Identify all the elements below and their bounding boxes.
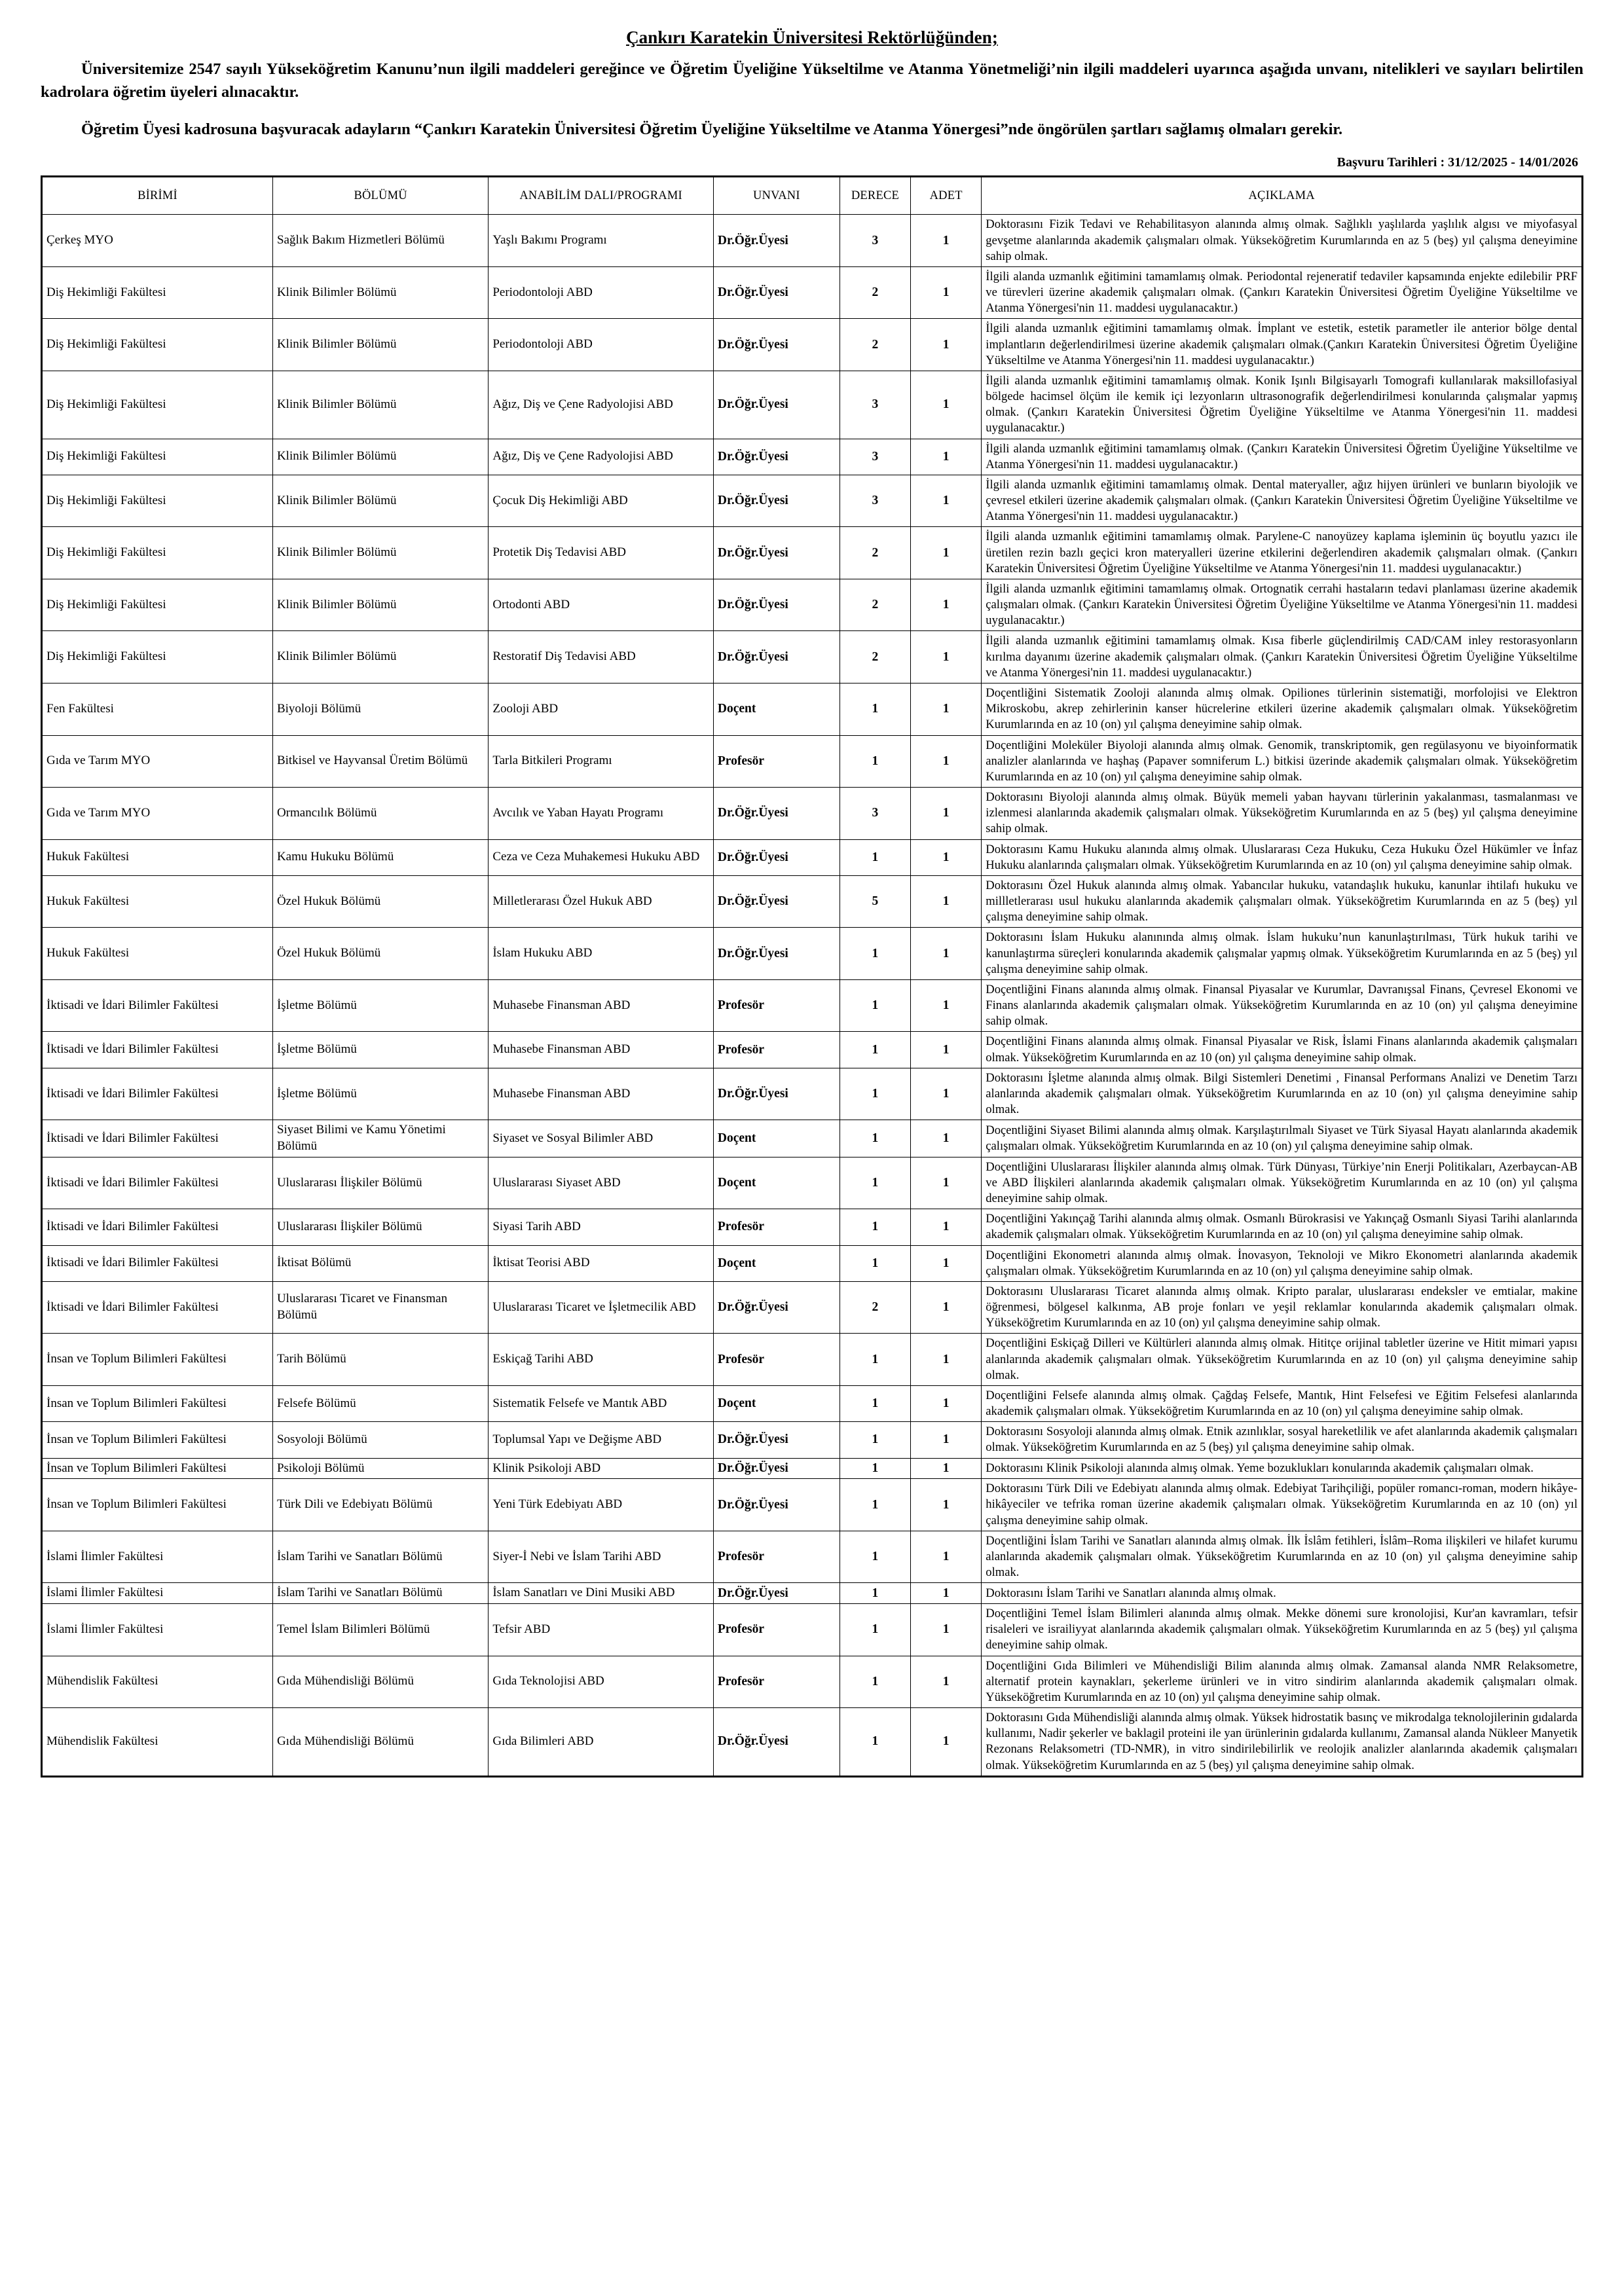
cell-adet: 1	[911, 979, 982, 1032]
column-header-bolumu: BÖLÜMÜ	[272, 177, 488, 215]
table-row	[42, 683, 1583, 735]
cell-birimi: Diş Hekimliği Fakültesi	[42, 579, 273, 631]
cell-adet: 1	[911, 1422, 982, 1458]
cell-bolumu: Klinik Bilimler Bölümü	[272, 439, 488, 475]
cell-anabilim-dali: İslam Sanatları ve Dini Musiki ABD	[489, 1583, 714, 1604]
cell-unvani: Dr.Öğr.Üyesi	[713, 475, 840, 527]
cell-adet: 1	[911, 1708, 982, 1777]
cell-anabilim-dali: İslam Hukuku ABD	[489, 928, 714, 980]
cell-unvani: Dr.Öğr.Üyesi	[713, 215, 840, 267]
table-row	[42, 475, 1583, 527]
cell-unvani: Dr.Öğr.Üyesi	[713, 839, 840, 875]
cell-bolumu: Özel Hukuk Bölümü	[272, 875, 488, 928]
cell-anabilim-dali: Muhasebe Finansman ABD	[489, 1068, 714, 1120]
cell-birimi: Gıda ve Tarım MYO	[42, 788, 273, 840]
table-row	[42, 979, 1583, 1032]
cell-birimi: İktisadi ve İdari Bilimler Fakültesi	[42, 1209, 273, 1245]
cell-aciklama: İlgili alanda uzmanlık eğitimini tamamlamış olmak. Kısa fiberle güçlendirilmiş CAD/CAM inley restorasyonların kırılma dayanımı üzerine akademik çalışmaları olmak. (Çankırı Karatekin Üniversitesi Öğretim Üyeliğine Yükseltilme ve Atanma Yönergesi'nin 11. maddesi uygulanacaktır.)	[982, 631, 1583, 683]
cell-derece: 1	[840, 1120, 910, 1157]
cell-derece: 1	[840, 979, 910, 1032]
cell-aciklama: Doktorasını İslam Hukuku alanınında almış olmak. İslam hukuku’nun kanunlaştırılması, Türk hukuk tarihi ve kanunlaştırma süreçleri konularında akademik çalışmalar yapmış olmak. Yükseköğretim Kurumlarında en az 5 (beş) yıl çalışma deneyimine sahip olmak.	[982, 928, 1583, 980]
cell-anabilim-dali: Tarla Bitkileri Programı	[489, 735, 714, 788]
cell-unvani: Doçent	[713, 1245, 840, 1281]
cell-anabilim-dali: Toplumsal Yapı ve Değişme ABD	[489, 1422, 714, 1458]
cell-birimi: Diş Hekimliği Fakültesi	[42, 371, 273, 439]
cell-aciklama: Doktorasını İşletme alanında almış olmak. Bilgi Sistemleri Denetimi , Finansal Performans Analizi ve Denetim Tarzı alanlarında akademik çalışmaları olmak. Yükseköğretim Kurumlarında en az 10 (on) yıl çalışma deneyimine sahip olmak.	[982, 1068, 1583, 1120]
cell-derece: 1	[840, 1068, 910, 1120]
cell-unvani: Dr.Öğr.Üyesi	[713, 1068, 840, 1120]
cell-anabilim-dali: Siyaset ve Sosyal Bilimler ABD	[489, 1120, 714, 1157]
cell-aciklama: Doçentliğini İslam Tarihi ve Sanatları alanında almış olmak. İlk İslâm fetihleri, İslâm–Roma ilişkileri ve hilafet kurumu alanlarında akademik çalışmaları olmak. Yükseköğretim Kurumlarında en az 10 (on) yıl çalışma deneyimine sahip olmak.	[982, 1531, 1583, 1583]
cell-derece: 1	[840, 1708, 910, 1777]
cell-aciklama: Doktorasını Fizik Tedavi ve Rehabilitasyon alanında almış olmak. Sağlıklı yaşlılarda yaşlılık algısı ve miyofasyal gevşetme alanlarında akademik çalışmaları olmak. Yükseköğretim Kurumlarında en az 5 (beş) yıl çalışma deneyimine sahip olmak.	[982, 215, 1583, 267]
cell-aciklama: Doçentliğini Sistematik Zooloji alanında almış olmak. Opiliones türlerinin sistematiği, morfolojisi ve Elektron Mikroskobu, akrep zehirlerinin kanser hücrelerine etkileri üzerine akademik çalışmaları olmak. Yükseköğretim Kurumlarında en az 10 (on) yıl çalışma deneyimine sahip olmak.	[982, 683, 1583, 735]
cell-adet: 1	[911, 1603, 982, 1656]
cell-anabilim-dali: Siyer-İ Nebi ve İslam Tarihi ABD	[489, 1531, 714, 1583]
cell-bolumu: Klinik Bilimler Bölümü	[272, 527, 488, 579]
cell-derece: 2	[840, 527, 910, 579]
cell-aciklama: İlgili alanda uzmanlık eğitimini tamamlamış olmak. (Çankırı Karatekin Üniversitesi Öğretim Üyeliğine Yükseltilme ve Atanma Yönergesi'nin 11. maddesi uygulanacaktır.)	[982, 439, 1583, 475]
cell-unvani: Dr.Öğr.Üyesi	[713, 875, 840, 928]
table-row	[42, 1656, 1583, 1708]
cell-birimi: İktisadi ve İdari Bilimler Fakültesi	[42, 1120, 273, 1157]
cell-birimi: İslami İlimler Fakültesi	[42, 1603, 273, 1656]
cell-birimi: Diş Hekimliği Fakültesi	[42, 439, 273, 475]
cell-derece: 1	[840, 1422, 910, 1458]
cell-adet: 1	[911, 1157, 982, 1209]
cell-derece: 1	[840, 1479, 910, 1531]
intro-paragraph-2: Öğretim Üyesi kadrosuna başvuracak adayların “Çankırı Karatekin Üniversitesi Öğretim Üyeliğine Yükseltilme ve Atanma Yönergesi”nde öngörülen şartları sağlamış olmaları gerekir.	[81, 120, 1343, 138]
cell-aciklama: Doçentliğini Ekonometri alanında almış olmak. İnovasyon, Teknoloji ve Mikro Ekonometri alanlarında akademik çalışmaları olmak. Yükseköğretim Kurumlarında en az 10 (on) yıl çalışma deneyimine sahip olmak.	[982, 1245, 1583, 1281]
cell-derece: 1	[840, 1157, 910, 1209]
cell-bolumu: Türk Dili ve Edebiyatı Bölümü	[272, 1479, 488, 1531]
table-row	[42, 1068, 1583, 1120]
cell-derece: 3	[840, 215, 910, 267]
cell-bolumu: Klinik Bilimler Bölümü	[272, 631, 488, 683]
cell-aciklama: Doçentliğini Temel İslam Bilimleri alanında almış olmak. Mekke dönemi sure kronolojisi, Kur'an kavramları, tefsir risaleleri ve israiliyyat alanlarında akademik çalışmaları olmak. Yükseköğretim Kurumlarında en az 5 (beş) yıl çalışma deneyimine sahip olmak.	[982, 1603, 1583, 1656]
cell-adet: 1	[911, 683, 982, 735]
cell-adet: 1	[911, 788, 982, 840]
cell-adet: 1	[911, 1656, 982, 1708]
cell-birimi: Mühendislik Fakültesi	[42, 1708, 273, 1777]
cell-adet: 1	[911, 1479, 982, 1531]
cell-birimi: Gıda ve Tarım MYO	[42, 735, 273, 788]
table-row	[42, 631, 1583, 683]
cell-bolumu: Sosyoloji Bölümü	[272, 1422, 488, 1458]
cell-aciklama: İlgili alanda uzmanlık eğitimini tamamlamış olmak. İmplant ve estetik, estetik parametler ile anterior bölge dental implantların değerlendirilmesi üzerine akademik çalışmaları olmak.(Çankırı Karatekin Üniversitesi Öğretim Üyeliğine Yükseltilme ve Atanma Yönergesi'nin 11. maddesi uygulanacaktır.)	[982, 319, 1583, 371]
table-row	[42, 1245, 1583, 1281]
cell-unvani: Dr.Öğr.Üyesi	[713, 1708, 840, 1777]
cell-aciklama: Doçentliğini Moleküler Biyoloji alanında almış olmak. Genomik, transkriptomik, gen regülasyonu ve biyoinformatik analizler alanlarında ve haşhaş (Papaver somniferum L.) bitkisi üzerinde akademik çalışmaları olmak. Yükseköğretim Kurumlarında en az 10 (on) yıl çalışma deneyimine sahip olmak.	[982, 735, 1583, 788]
cell-derece: 1	[840, 1032, 910, 1068]
column-header-derece: DERECE	[840, 177, 910, 215]
cell-anabilim-dali: Ağız, Diş ve Çene Radyolojisi ABD	[489, 371, 714, 439]
cell-unvani: Dr.Öğr.Üyesi	[713, 579, 840, 631]
cell-birimi: Mühendislik Fakültesi	[42, 1656, 273, 1708]
cell-unvani: Dr.Öğr.Üyesi	[713, 1422, 840, 1458]
cell-anabilim-dali: Muhasebe Finansman ABD	[489, 1032, 714, 1068]
cell-aciklama: Doçentliğini Felsefe alanında almış olmak. Çağdaş Felsefe, Mantık, Hint Felsefesi ve Eğitim Felsefesi alanlarında akademik çalışmaları olmak. Yükseköğretim Kurumlarında en az 10 (on) yıl çalışma deneyimine sahip olmak.	[982, 1385, 1583, 1421]
table-header-row	[42, 177, 1583, 215]
cell-anabilim-dali: Tefsir ABD	[489, 1603, 714, 1656]
cell-anabilim-dali: Ağız, Diş ve Çene Radyolojisi ABD	[489, 439, 714, 475]
cell-adet: 1	[911, 839, 982, 875]
cell-birimi: Hukuk Fakültesi	[42, 875, 273, 928]
column-header-birimi: BİRİMİ	[42, 177, 273, 215]
cell-birimi: Diş Hekimliği Fakültesi	[42, 527, 273, 579]
cell-unvani: Profesör	[713, 979, 840, 1032]
table-row	[42, 319, 1583, 371]
cell-adet: 1	[911, 1583, 982, 1604]
cell-birimi: İslami İlimler Fakültesi	[42, 1583, 273, 1604]
table-row	[42, 875, 1583, 928]
cell-aciklama: Doktorasını Türk Dili ve Edebiyatı alanında almış olmak. Edebiyat Tarihçiliği, popüler romancı-roman, modern hikâye-hikâyeciler ve tefrika roman üzerine akademik çalışmaları olmak. Yükseköğretim Kurumlarında en az 10 (on) yıl çalışma deneyimine sahip olmak.	[982, 1479, 1583, 1531]
cell-derece: 1	[840, 928, 910, 980]
cell-bolumu: Biyoloji Bölümü	[272, 683, 488, 735]
cell-bolumu: İslam Tarihi ve Sanatları Bölümü	[272, 1531, 488, 1583]
cell-unvani: Doçent	[713, 683, 840, 735]
cell-unvani: Doçent	[713, 1157, 840, 1209]
cell-bolumu: Siyaset Bilimi ve Kamu Yönetimi Bölümü	[272, 1120, 488, 1157]
cell-adet: 1	[911, 631, 982, 683]
cell-aciklama: Doktorasını Biyoloji alanında almış olmak. Büyük memeli yaban hayvanı türlerinin yakalanması, tasmalanması ve izlenmesi alanlarında akademik çalışmaları olmak. Yükseköğretim Kurumlarında en az 5 (beş) yıl çalışma deneyimine sahip olmak.	[982, 788, 1583, 840]
cell-birimi: İnsan ve Toplum Bilimleri Fakültesi	[42, 1422, 273, 1458]
cell-birimi: İslami İlimler Fakültesi	[42, 1531, 273, 1583]
table-row	[42, 1479, 1583, 1531]
cell-bolumu: Sağlık Bakım Hizmetleri Bölümü	[272, 215, 488, 267]
cell-adet: 1	[911, 266, 982, 319]
cell-adet: 1	[911, 1458, 982, 1479]
cell-birimi: Diş Hekimliği Fakültesi	[42, 319, 273, 371]
cell-unvani: Profesör	[713, 1531, 840, 1583]
cell-bolumu: İşletme Bölümü	[272, 1068, 488, 1120]
cell-aciklama: Doçentliğini Gıda Bilimleri ve Mühendisliği Bilim alanında almış olmak. Zamansal alanda NMR Relaksometre, alternatif protein kaynakları, şekerleme ürünleri ve in vitro sindirim alanlarında akademik çalışmaları olmak. Yükseköğretim Kurumlarında en az 10 (on) yıl çalışma deneyimine sahip olmak.	[982, 1656, 1583, 1708]
cell-unvani: Dr.Öğr.Üyesi	[713, 319, 840, 371]
cell-birimi: İnsan ve Toplum Bilimleri Fakültesi	[42, 1479, 273, 1531]
cell-anabilim-dali: Milletlerarası Özel Hukuk ABD	[489, 875, 714, 928]
cell-bolumu: Klinik Bilimler Bölümü	[272, 475, 488, 527]
cell-anabilim-dali: Restoratif Diş Tedavisi ABD	[489, 631, 714, 683]
cell-adet: 1	[911, 319, 982, 371]
cell-anabilim-dali: Muhasebe Finansman ABD	[489, 979, 714, 1032]
table-row	[42, 1603, 1583, 1656]
cell-bolumu: Özel Hukuk Bölümü	[272, 928, 488, 980]
cell-unvani: Dr.Öğr.Üyesi	[713, 788, 840, 840]
column-header-anabilim-dali: ANABİLİM DALI/PROGRAMI	[489, 177, 714, 215]
positions-table	[41, 175, 1583, 1777]
cell-birimi: Diş Hekimliği Fakültesi	[42, 475, 273, 527]
cell-anabilim-dali: Yeni Türk Edebiyatı ABD	[489, 1479, 714, 1531]
cell-aciklama: Doçentliğini Yakınçağ Tarihi alanında almış olmak. Osmanlı Bürokrasisi ve Yakınçağ Osmanlı Siyasi Tarihi alanlarında akademik çalışmaları olmak. Yükseköğretim Kurumlarında en az 10 (on) yıl çalışma deneyimine sahip olmak.	[982, 1209, 1583, 1245]
cell-aciklama: Doktorasını Uluslararası Ticaret alanında almış olmak. Kripto paralar, uluslararası endeksler ve emtialar, makine öğrenmesi, bölgesel kalkınma, AB proje fonları ve yeşil reklamlar konularında akademik çalışmaları olmak. Yükseköğretim Kurumlarında en az 10 (on) yıl çalışma deneyimine sahip olmak.	[982, 1281, 1583, 1334]
cell-birimi: Diş Hekimliği Fakültesi	[42, 631, 273, 683]
cell-derece: 2	[840, 319, 910, 371]
column-header-unvani: UNVANI	[713, 177, 840, 215]
cell-derece: 1	[840, 1531, 910, 1583]
cell-adet: 1	[911, 875, 982, 928]
cell-birimi: İktisadi ve İdari Bilimler Fakültesi	[42, 1245, 273, 1281]
column-header-adet: ADET	[911, 177, 982, 215]
cell-aciklama: İlgili alanda uzmanlık eğitimini tamamlamış olmak. Parylene-C nanoyüzey kaplama işleminin üç boyutlu yazıcı ile üretilen rezin bazlı geçici kron materyalleri üzerine etkilerini değerlendiren akademik çalışmaları olmak. (Çankırı Karatekin Üniversitesi Öğretim Üyeliğine Yükseltilme ve Atanma Yönergesi'nin 11. maddesi uygulanacaktır.)	[982, 527, 1583, 579]
cell-unvani: Doçent	[713, 1120, 840, 1157]
cell-unvani: Dr.Öğr.Üyesi	[713, 439, 840, 475]
cell-derece: 3	[840, 371, 910, 439]
cell-derece: 1	[840, 839, 910, 875]
table-row	[42, 527, 1583, 579]
cell-unvani: Dr.Öğr.Üyesi	[713, 527, 840, 579]
intro-paragraph-1: Üniversitemize 2547 sayılı Yükseköğretim Kanunu’nun ilgili maddeleri gereğince ve Öğretim Üyeliğine Yükseltilme ve Atanma Yönetmeliği’nin ilgili maddeleri uyarınca aşağıda unvanı, nitelikleri ve sayıları belirtilen kadrolara öğretim üyeleri alınacaktır.	[41, 60, 1583, 101]
cell-bolumu: Klinik Bilimler Bölümü	[272, 266, 488, 319]
cell-birimi: İnsan ve Toplum Bilimleri Fakültesi	[42, 1385, 273, 1421]
cell-unvani: Dr.Öğr.Üyesi	[713, 928, 840, 980]
table-row	[42, 1422, 1583, 1458]
cell-derece: 3	[840, 475, 910, 527]
cell-derece: 1	[840, 1656, 910, 1708]
table-row	[42, 1458, 1583, 1479]
table-row	[42, 1334, 1583, 1386]
cell-anabilim-dali: İktisat Teorisi ABD	[489, 1245, 714, 1281]
cell-bolumu: Uluslararası İlişkiler Bölümü	[272, 1209, 488, 1245]
cell-adet: 1	[911, 735, 982, 788]
cell-adet: 1	[911, 1531, 982, 1583]
cell-aciklama: İlgili alanda uzmanlık eğitimini tamamlamış olmak. Ortognatik cerrahi hastaların tedavi planlaması üzerine akademik çalışmaları olmak. (Çankırı Karatekin Üniversitesi Öğretim Üyeliğine Yükseltilme ve Atanma Yönergesi'nin 11. maddesi uygulanacaktır.)	[982, 579, 1583, 631]
cell-derece: 1	[840, 1334, 910, 1386]
cell-aciklama: İlgili alanda uzmanlık eğitimini tamamlamış olmak. Konik Işınlı Bilgisayarlı Tomografi kullanılarak maksillofasiyal bölgede hacimsel ölçüm ile kemik içi lezyonların ultrasonografik değerlendirilmesi konularında çalışmalar yapmış olmak. (Çankırı Karatekin Üniversitesi Öğretim Üyeliğine Yükseltilme ve Atanma Yönergesi'nin 11. maddesi uygulanacaktır.)	[982, 371, 1583, 439]
cell-derece: 5	[840, 875, 910, 928]
cell-adet: 1	[911, 1032, 982, 1068]
cell-unvani: Profesör	[713, 1209, 840, 1245]
cell-birimi: Hukuk Fakültesi	[42, 839, 273, 875]
cell-unvani: Doçent	[713, 1385, 840, 1421]
table-row	[42, 1032, 1583, 1068]
cell-anabilim-dali: Klinik Psikoloji ABD	[489, 1458, 714, 1479]
cell-derece: 1	[840, 1603, 910, 1656]
cell-derece: 1	[840, 1458, 910, 1479]
cell-bolumu: Temel İslam Bilimleri Bölümü	[272, 1603, 488, 1656]
table-body	[42, 215, 1583, 1776]
cell-anabilim-dali: Gıda Teknolojisi ABD	[489, 1656, 714, 1708]
cell-bolumu: İslam Tarihi ve Sanatları Bölümü	[272, 1583, 488, 1604]
cell-derece: 3	[840, 788, 910, 840]
cell-adet: 1	[911, 475, 982, 527]
cell-anabilim-dali: Protetik Diş Tedavisi ABD	[489, 527, 714, 579]
cell-aciklama: Doçentliğini Siyaset Bilimi alanında almış olmak. Karşılaştırılmalı Siyaset ve Türk Siyasal Hayatı alanlarında akademik çalışmaları olmak. Yükseköğretim Kurumlarında en az 10 (on) yıl çalışma deneyimine sahip olmak.	[982, 1120, 1583, 1157]
cell-aciklama: İlgili alanda uzmanlık eğitimini tamamlamış olmak. Periodontal rejeneratif tedaviler kapsamında enjekte edilebilir PRF ve türevleri üzerine akademik çalışmaları olmak. (Çankırı Karatekin Üniversitesi Öğretim Üyeliğine Yükseltilme ve Atanma Yönergesi'nin 11. maddesi uygulanacaktır.)	[982, 266, 1583, 319]
cell-derece: 1	[840, 1385, 910, 1421]
cell-derece: 2	[840, 1281, 910, 1334]
cell-bolumu: Felsefe Bölümü	[272, 1385, 488, 1421]
cell-anabilim-dali: Periodontoloji ABD	[489, 266, 714, 319]
table-row	[42, 371, 1583, 439]
cell-unvani: Profesör	[713, 1656, 840, 1708]
table-row	[42, 215, 1583, 267]
cell-unvani: Dr.Öğr.Üyesi	[713, 266, 840, 319]
cell-derece: 1	[840, 1245, 910, 1281]
cell-birimi: İktisadi ve İdari Bilimler Fakültesi	[42, 1032, 273, 1068]
table-row	[42, 839, 1583, 875]
cell-derece: 1	[840, 1583, 910, 1604]
table-row	[42, 1531, 1583, 1583]
table-header	[42, 177, 1583, 215]
cell-anabilim-dali: Çocuk Diş Hekimliği ABD	[489, 475, 714, 527]
cell-adet: 1	[911, 527, 982, 579]
cell-adet: 1	[911, 1281, 982, 1334]
table-row	[42, 1120, 1583, 1157]
table-row	[42, 579, 1583, 631]
cell-bolumu: Ormancılık Bölümü	[272, 788, 488, 840]
table-row	[42, 1209, 1583, 1245]
table-row	[42, 735, 1583, 788]
cell-adet: 1	[911, 1120, 982, 1157]
cell-anabilim-dali: Avcılık ve Yaban Hayatı Programı	[489, 788, 714, 840]
cell-birimi: Fen Fakültesi	[42, 683, 273, 735]
cell-birimi: İnsan ve Toplum Bilimleri Fakültesi	[42, 1334, 273, 1386]
cell-adet: 1	[911, 1209, 982, 1245]
cell-bolumu: Bitkisel ve Hayvansal Üretim Bölümü	[272, 735, 488, 788]
cell-unvani: Dr.Öğr.Üyesi	[713, 1583, 840, 1604]
cell-birimi: İktisadi ve İdari Bilimler Fakültesi	[42, 1157, 273, 1209]
cell-unvani: Dr.Öğr.Üyesi	[713, 1458, 840, 1479]
page-title: Çankırı Karatekin Üniversitesi Rektörlüğünden;	[626, 27, 998, 47]
cell-derece: 2	[840, 579, 910, 631]
application-dates: Başvuru Tarihleri : 31/12/2025 - 14/01/2026	[1337, 155, 1578, 170]
cell-adet: 1	[911, 1334, 982, 1386]
table-row	[42, 1385, 1583, 1421]
cell-anabilim-dali: Periodontoloji ABD	[489, 319, 714, 371]
cell-anabilim-dali: Uluslararası Siyaset ABD	[489, 1157, 714, 1209]
cell-anabilim-dali: Eskiçağ Tarihi ABD	[489, 1334, 714, 1386]
cell-anabilim-dali: Gıda Bilimleri ABD	[489, 1708, 714, 1777]
cell-aciklama: Doçentliğini Finans alanında almış olmak. Finansal Piyasalar ve Risk, İslami Finans alanlarında akademik çalışmaları olmak. Yükseköğretim Kurumlarında en az 10 (on) yıl çalışma deneyimine sahip olmak.	[982, 1032, 1583, 1068]
cell-aciklama: İlgili alanda uzmanlık eğitimini tamamlamış olmak. Dental materyaller, ağız hijyen ürünleri ve bunların biyolojik ve çevresel etkileri üzerine akademik çalışmaları olmak. (Çankırı Karatekin Üniversitesi Öğretim Üyeliğine Yükseltilme ve Atanma Yönergesi'nin 11. maddesi uygulanacaktır.)	[982, 475, 1583, 527]
cell-derece: 2	[840, 266, 910, 319]
table-row	[42, 788, 1583, 840]
cell-anabilim-dali: Uluslararası Ticaret ve İşletmecilik ABD	[489, 1281, 714, 1334]
cell-adet: 1	[911, 928, 982, 980]
cell-birimi: İktisadi ve İdari Bilimler Fakültesi	[42, 979, 273, 1032]
cell-aciklama: Doktorasını Kamu Hukuku alanında almış olmak. Uluslararası Ceza Hukuku, Ceza Hukuku Özel Hükümler ve İnfaz Hukuku alanlarında çalışmaları olmak. Yükseköğretim Kurumlarında en az 10 (on) yıl çalışma deneyimine sahip olmak.	[982, 839, 1583, 875]
cell-bolumu: Klinik Bilimler Bölümü	[272, 371, 488, 439]
cell-bolumu: Tarih Bölümü	[272, 1334, 488, 1386]
table-row	[42, 1583, 1583, 1604]
cell-derece: 3	[840, 439, 910, 475]
cell-birimi: İktisadi ve İdari Bilimler Fakültesi	[42, 1068, 273, 1120]
cell-aciklama: Doktorasını İslam Tarihi ve Sanatları alanında almış olmak.	[982, 1583, 1583, 1604]
cell-anabilim-dali: Ceza ve Ceza Muhakemesi Hukuku ABD	[489, 839, 714, 875]
cell-aciklama: Doktorasını Sosyoloji alanında almış olmak. Etnik azınlıklar, sosyal hareketlilik ve afet alanlarında akademik çalışmaları olmak. Yükseköğretim Kurumlarında en az 5 (beş) yıl çalışma deneyimine sahip olmak.	[982, 1422, 1583, 1458]
table-row	[42, 1157, 1583, 1209]
cell-birimi: İnsan ve Toplum Bilimleri Fakültesi	[42, 1458, 273, 1479]
cell-bolumu: Psikoloji Bölümü	[272, 1458, 488, 1479]
cell-derece: 1	[840, 683, 910, 735]
cell-derece: 2	[840, 631, 910, 683]
cell-adet: 1	[911, 1385, 982, 1421]
cell-bolumu: Klinik Bilimler Bölümü	[272, 579, 488, 631]
cell-birimi: Diş Hekimliği Fakültesi	[42, 266, 273, 319]
cell-bolumu: Klinik Bilimler Bölümü	[272, 319, 488, 371]
cell-birimi: Çerkeş MYO	[42, 215, 273, 267]
cell-bolumu: İktisat Bölümü	[272, 1245, 488, 1281]
cell-derece: 1	[840, 735, 910, 788]
cell-aciklama: Doktorasını Özel Hukuk alanında almış olmak. Yabancılar hukuku, vatandaşlık hukuku, kanunlar ihtilafı hukuku ve millletlerarası usul hukuku alanlarında akademik çalışmaları olmak. Yükseköğretim Kurumlarında en az 5 (beş) yıl çalışma deneyimine sahip olmak.	[982, 875, 1583, 928]
cell-aciklama: Doktorasını Gıda Mühendisliği alanında almış olmak. Yüksek hidrostatik basınç ve mikrodalga teknolojilerinin gıdalarda kullanımı, Nadir şekerler ve baklagil proteini ile yan ürünlerinin gıdalarda kullanımı, Zamansal alanda Nükleer Manyetik Rezonans Relaksometri (TD-NMR), in vitro sindirilebilirlik ve reolojik analizler alanlarında akademik çalışmaları olmak. Yükseköğretim Kurumlarında en az 5 (beş) yıl çalışma deneyimine sahip olmak.	[982, 1708, 1583, 1777]
table-row	[42, 928, 1583, 980]
cell-unvani: Profesör	[713, 1334, 840, 1386]
cell-unvani: Profesör	[713, 1603, 840, 1656]
cell-aciklama: Doçentliğini Eskiçağ Dilleri ve Kültürleri alanında almış olmak. Hititçe orijinal tabletler üzerine ve Hitit mimari yapısı alanlarında akademik çalışmaları olmak. Yükseköğretim Kurumlarında en az 10 (on) yıl çalışma deneyimine sahip olmak.	[982, 1334, 1583, 1386]
cell-unvani: Profesör	[713, 735, 840, 788]
cell-adet: 1	[911, 439, 982, 475]
cell-bolumu: Uluslararası Ticaret ve Finansman Bölümü	[272, 1281, 488, 1334]
cell-adet: 1	[911, 215, 982, 267]
table-row	[42, 1708, 1583, 1777]
cell-anabilim-dali: Zooloji ABD	[489, 683, 714, 735]
cell-unvani: Dr.Öğr.Üyesi	[713, 631, 840, 683]
table-row	[42, 266, 1583, 319]
cell-unvani: Dr.Öğr.Üyesi	[713, 1281, 840, 1334]
cell-bolumu: Uluslararası İlişkiler Bölümü	[272, 1157, 488, 1209]
cell-bolumu: Gıda Mühendisliği Bölümü	[272, 1656, 488, 1708]
cell-anabilim-dali: Siyasi Tarih ABD	[489, 1209, 714, 1245]
cell-adet: 1	[911, 371, 982, 439]
cell-birimi: İktisadi ve İdari Bilimler Fakültesi	[42, 1281, 273, 1334]
table-row	[42, 439, 1583, 475]
cell-adet: 1	[911, 1245, 982, 1281]
cell-bolumu: Kamu Hukuku Bölümü	[272, 839, 488, 875]
cell-aciklama: Doçentliğini Finans alanında almış olmak. Finansal Piyasalar ve Kurumlar, Davranışsal Finans, Çevresel Ekonomi ve Finans alanlarında akademik çalışmaları olmak. Yükseköğretim Kurumlarında en az 10 (on) yıl çalışma deneyimine sahip olmak.	[982, 979, 1583, 1032]
cell-aciklama: Doçentliğini Uluslararası İlişkiler alanında almış olmak. Türk Dünyası, Türkiye’nin Enerji Politikaları, Azerbaycan-AB ve ABD İlişkileri alanlarında akademik çalışmaları olmak. Yükseköğretim Kurumlarında en az 10 (on) yıl çalışma deneyimine sahip olmak.	[982, 1157, 1583, 1209]
cell-unvani: Dr.Öğr.Üyesi	[713, 371, 840, 439]
cell-bolumu: İşletme Bölümü	[272, 1032, 488, 1068]
table-row	[42, 1281, 1583, 1334]
cell-birimi: Hukuk Fakültesi	[42, 928, 273, 980]
cell-bolumu: Gıda Mühendisliği Bölümü	[272, 1708, 488, 1777]
cell-derece: 1	[840, 1209, 910, 1245]
cell-anabilim-dali: Ortodonti ABD	[489, 579, 714, 631]
cell-unvani: Dr.Öğr.Üyesi	[713, 1479, 840, 1531]
cell-anabilim-dali: Sistematik Felsefe ve Mantık ABD	[489, 1385, 714, 1421]
cell-unvani: Profesör	[713, 1032, 840, 1068]
cell-anabilim-dali: Yaşlı Bakımı Programı	[489, 215, 714, 267]
cell-adet: 1	[911, 579, 982, 631]
column-header-aciklama: AÇIKLAMA	[982, 177, 1583, 215]
cell-aciklama: Doktorasını Klinik Psikoloji alanında almış olmak. Yeme bozuklukları konularında akademik çalışmaları olmak.	[982, 1458, 1583, 1479]
cell-adet: 1	[911, 1068, 982, 1120]
cell-bolumu: İşletme Bölümü	[272, 979, 488, 1032]
